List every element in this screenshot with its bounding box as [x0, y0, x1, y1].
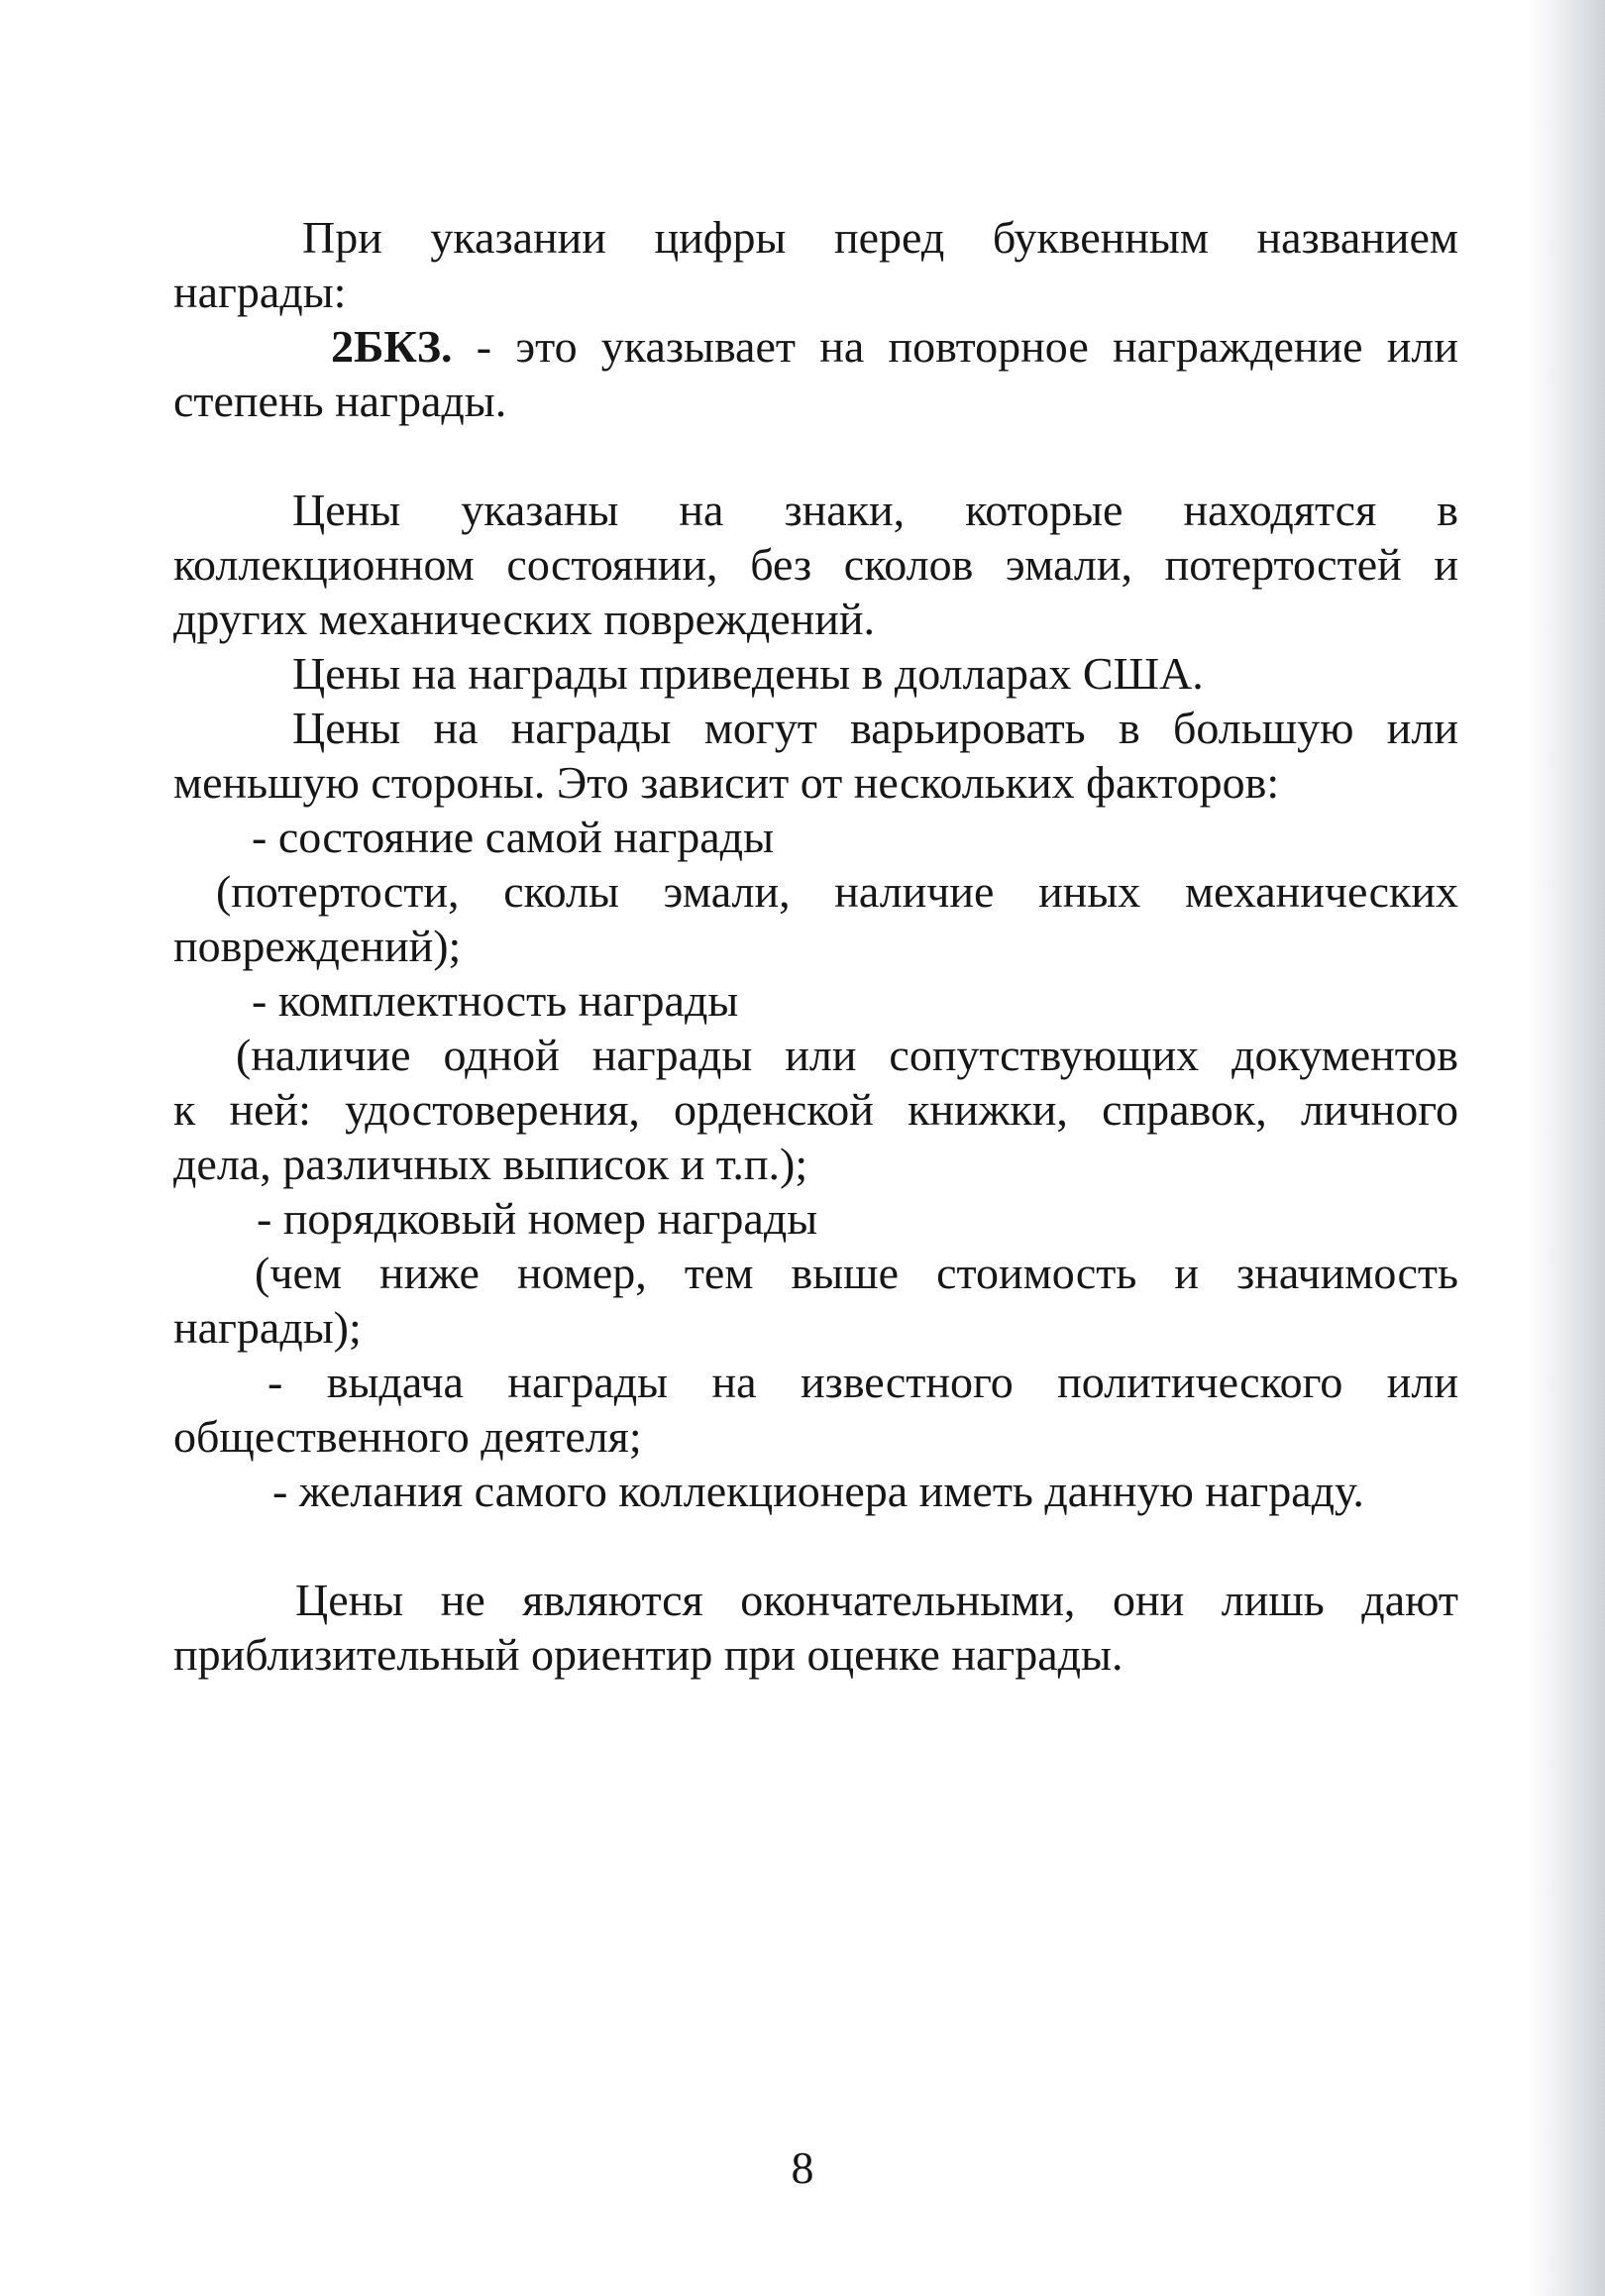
example-line	[173, 319, 1458, 374]
prices-line-3: других механических повреждений.	[173, 594, 876, 644]
example-line-2: степень награды.	[173, 376, 507, 426]
intro-line-1: При указании цифры перед буквенным названием	[302, 212, 1458, 263]
page-number: 8	[791, 2142, 814, 2193]
intro-line-2: награды:	[173, 267, 347, 317]
factor-2-desc-line-3: дела, различных выписок и т.п.);	[173, 1139, 808, 1189]
factor-1-desc-line-1: (потертости, сколы эмали, наличие иных механических	[216, 866, 1458, 917]
prices-variation-line-1: Цены на награды могут варьировать в большую или	[292, 703, 1458, 753]
factor-3-title: - порядковый номер награды	[257, 1193, 818, 1244]
factor-2-title: - комплектность награды	[252, 975, 739, 1026]
example-explanation: - это указывает на повторное награждение или	[452, 321, 1458, 372]
factor-1-title: - состояние самой награды	[252, 812, 774, 862]
award-code: 2БКЗ.	[331, 321, 453, 372]
factor-4-title-line-2: общественного деятеля;	[173, 1411, 642, 1462]
factor-3-desc-line-1: (чем ниже номер, тем выше стоимость и значимость	[255, 1248, 1458, 1298]
factor-3-desc-line-2: награды);	[173, 1302, 362, 1353]
page-edge-shadow	[1526, 0, 1605, 2296]
prices-currency-line: Цены на награды приведены в долларах США.	[292, 648, 1204, 699]
factor-2-desc-line-2: к ней: удостоверения, орденской книжки, справок, личного	[173, 1084, 1458, 1135]
factor-4-title-line-1: - выдача награды на известного политического или	[268, 1357, 1458, 1407]
closing-line-2: приблизительный ориентир при оценке награды.	[173, 1629, 1124, 1680]
prices-line-1: Цены указаны на знаки, которые находятся в	[292, 485, 1458, 535]
closing-line-1: Цены не являются окончательными, они лишь дают	[295, 1575, 1458, 1625]
factor-2-desc-line-1: (наличие одной награды или сопутствующих документов	[236, 1030, 1458, 1080]
prices-line-2: коллекционном состоянии, без сколов эмали, потертостей и	[173, 539, 1458, 590]
factor-5-title: - желания самого коллекционера иметь данную награду.	[272, 1466, 1364, 1516]
document-body	[173, 210, 1458, 1682]
prices-variation-line-2: меньшую стороны. Это зависит от нескольких факторов:	[173, 757, 1280, 808]
factor-1-desc-line-2: повреждений);	[173, 921, 462, 971]
